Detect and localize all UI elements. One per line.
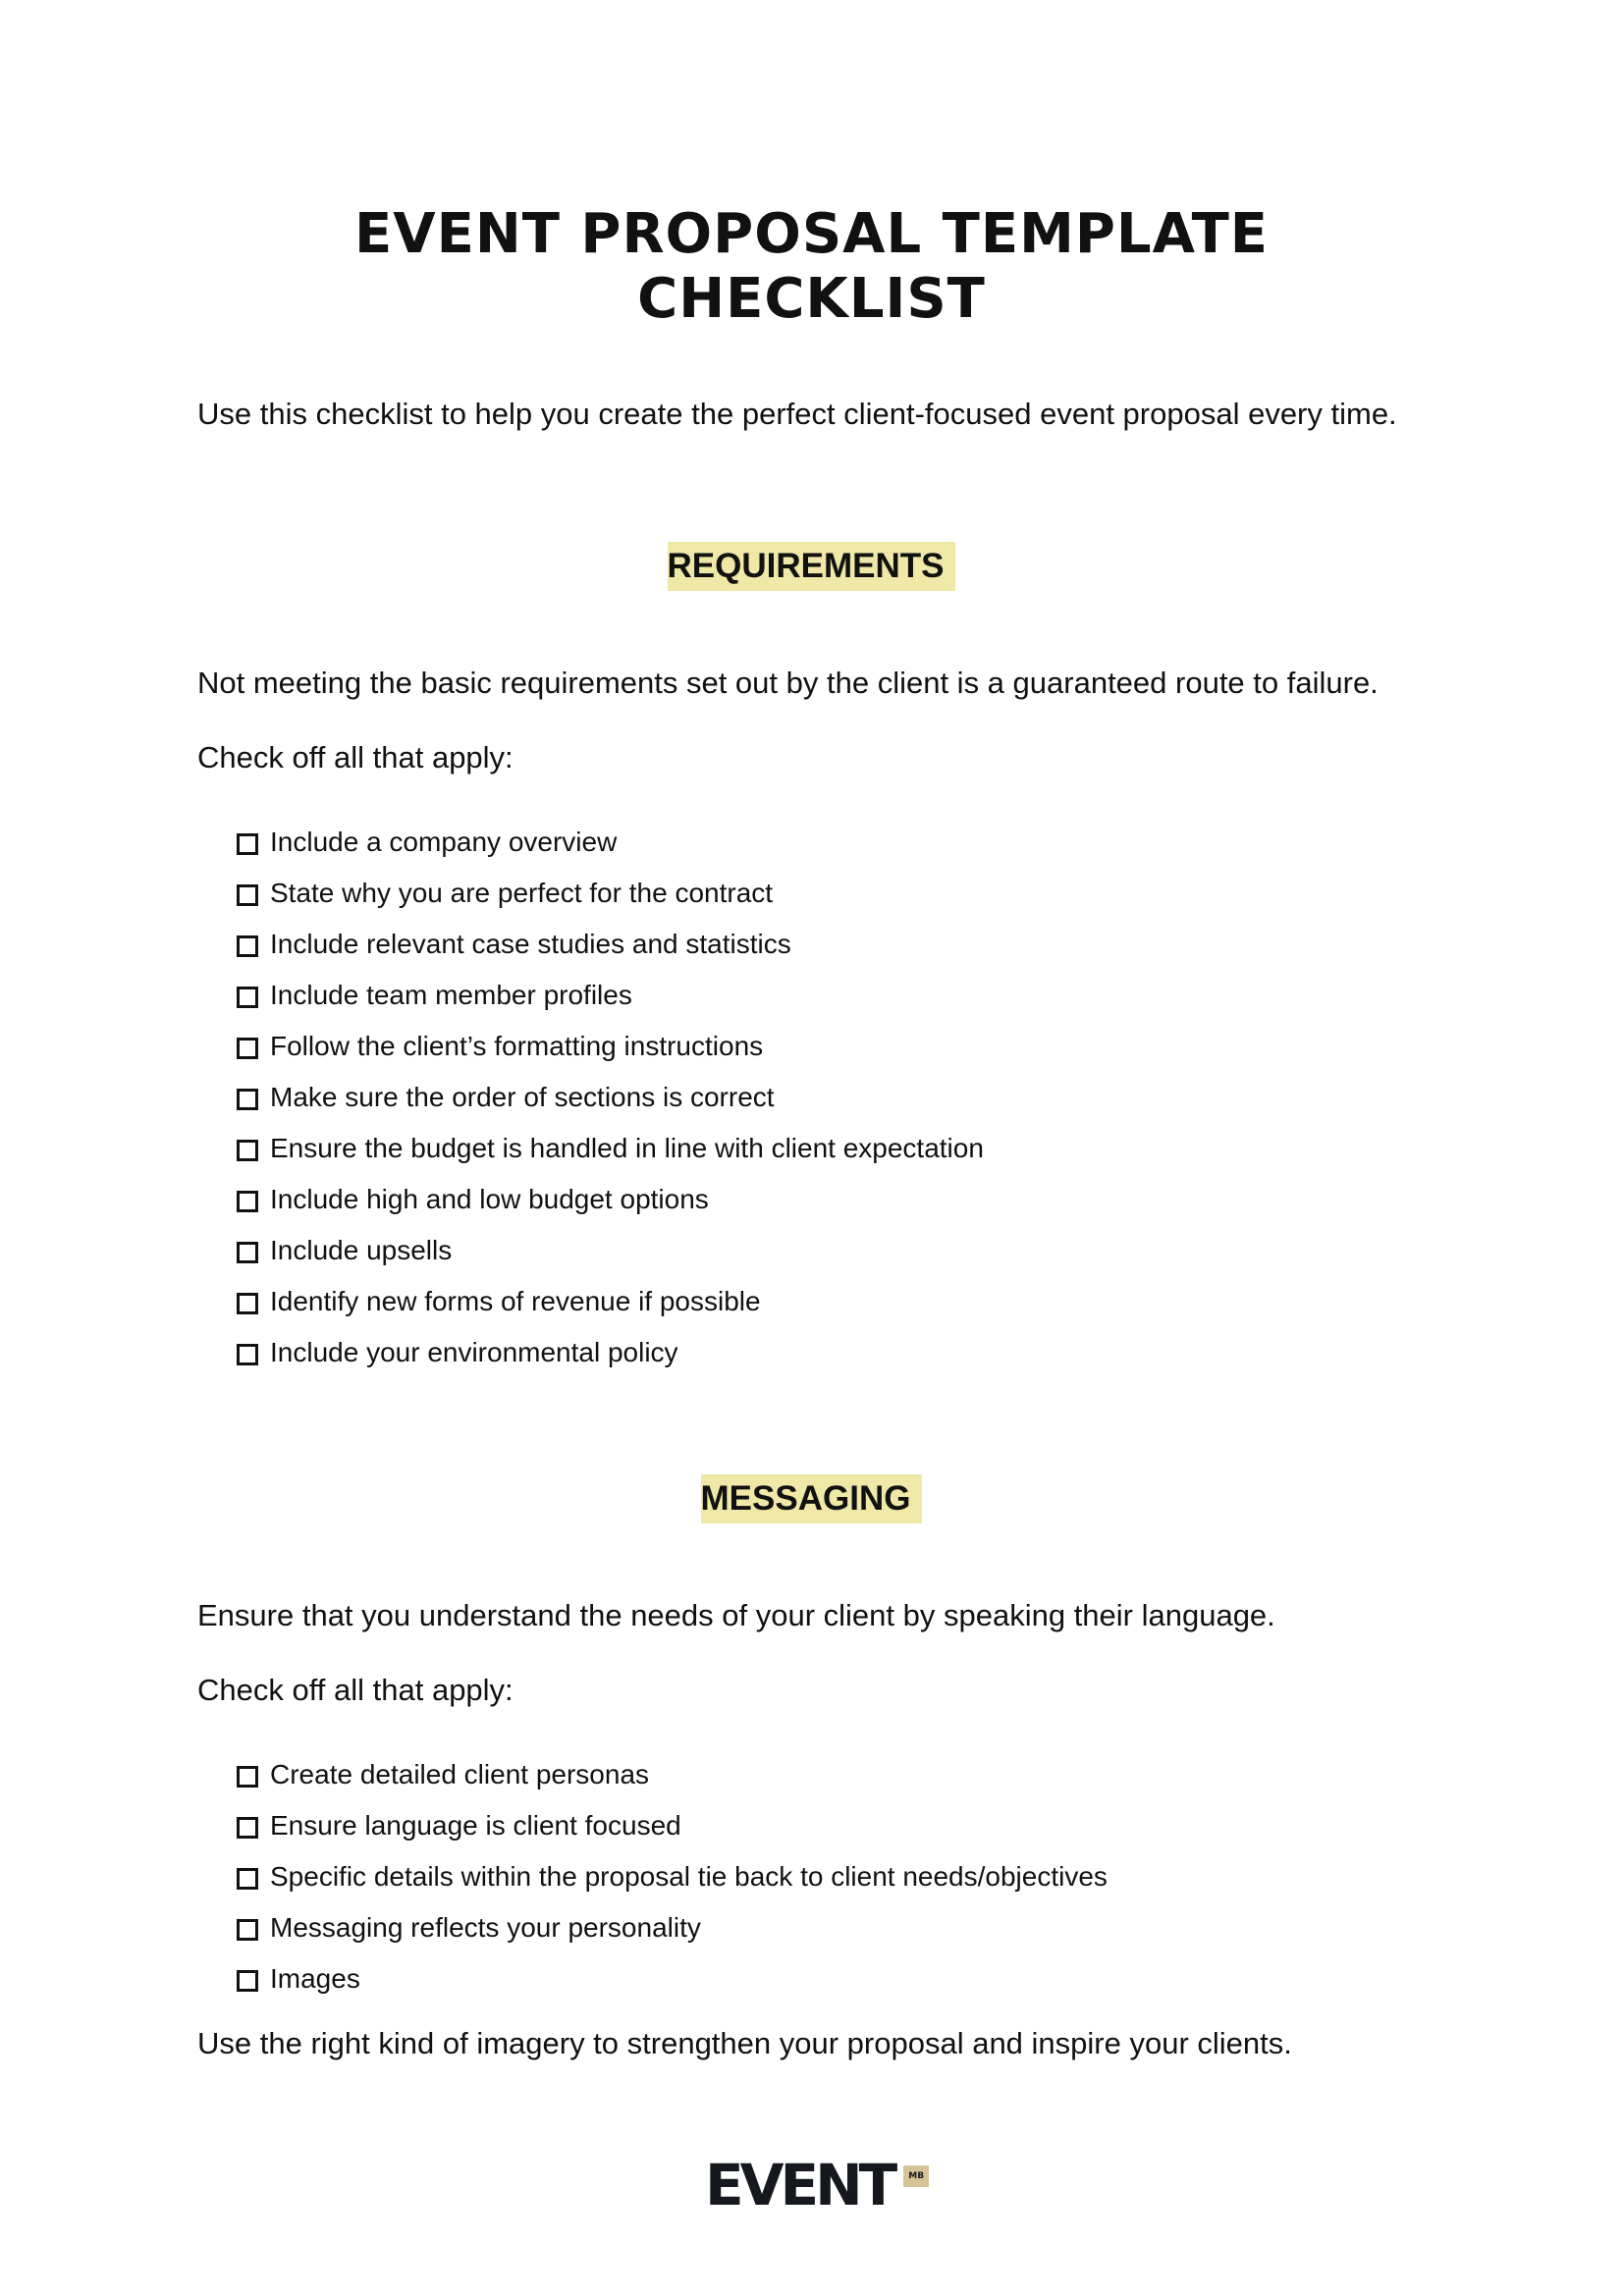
messaging-checklist bbox=[237, 1749, 1108, 2004]
checkbox[interactable] bbox=[237, 1140, 258, 1161]
requirements-heading-label: REQUIREMENTS bbox=[668, 542, 956, 591]
messaging-heading-label: MESSAGING bbox=[701, 1474, 923, 1523]
messaging-instruction: Check off all that apply: bbox=[197, 1673, 514, 1707]
checklist-item-label: Specific details within the proposal tie back to client needs/objectives bbox=[270, 1861, 1108, 1892]
messaging-footer-note: Use the right kind of imagery to strengthen your proposal and inspire your clients. bbox=[197, 2026, 1292, 2060]
checklist-item[interactable] bbox=[237, 1072, 984, 1123]
checklist-item-label: Include upsells bbox=[270, 1235, 453, 1265]
checkbox[interactable] bbox=[237, 1970, 258, 1992]
checkbox[interactable] bbox=[237, 1817, 258, 1839]
page-title bbox=[0, 202, 1623, 332]
logo-wordmark: EVENT bbox=[705, 2152, 894, 2218]
requirements-description: Not meeting the basic requirements set out by the client is a guaranteed route to failure. bbox=[197, 666, 1379, 700]
checkbox[interactable] bbox=[237, 1868, 258, 1890]
checklist-item-label: Messaging reflects your personality bbox=[270, 1912, 701, 1943]
checkbox[interactable] bbox=[237, 1038, 258, 1059]
checklist-item-label: Create detailed client personas bbox=[270, 1759, 650, 1789]
checklist-item[interactable] bbox=[237, 1021, 984, 1072]
checkbox[interactable] bbox=[237, 1344, 258, 1365]
eventmb-logo bbox=[705, 2152, 929, 2218]
checkbox[interactable] bbox=[237, 1293, 258, 1314]
requirements-heading bbox=[0, 542, 1623, 591]
checklist-item[interactable] bbox=[237, 1902, 1108, 1953]
checklist-item[interactable] bbox=[237, 970, 984, 1021]
checklist-item-label: Include your environmental policy bbox=[270, 1337, 678, 1367]
checklist-item[interactable] bbox=[237, 1800, 1108, 1851]
checkbox[interactable] bbox=[237, 1089, 258, 1110]
checkbox[interactable] bbox=[237, 1919, 258, 1941]
checklist-item-label: Ensure language is client focused bbox=[270, 1810, 681, 1841]
checklist-item[interactable] bbox=[237, 1953, 1108, 2004]
checklist-item[interactable] bbox=[237, 1276, 984, 1327]
requirements-instruction: Check off all that apply: bbox=[197, 740, 514, 774]
checklist-item[interactable] bbox=[237, 1174, 984, 1225]
messaging-heading bbox=[0, 1474, 1623, 1523]
checkbox[interactable] bbox=[237, 1191, 258, 1212]
checklist-item[interactable] bbox=[237, 817, 984, 868]
requirements-checklist bbox=[237, 817, 984, 1378]
checkbox[interactable] bbox=[237, 1242, 258, 1263]
checkbox[interactable] bbox=[237, 935, 258, 957]
checklist-item[interactable] bbox=[237, 1327, 984, 1378]
title-line-2: CHECKLIST bbox=[637, 267, 986, 331]
checklist-item-label: Include relevant case studies and statistics bbox=[270, 929, 791, 959]
checklist-item-label: Images bbox=[270, 1963, 360, 1994]
checklist-item-label: Follow the client’s formatting instructions bbox=[270, 1031, 764, 1061]
messaging-description: Ensure that you understand the needs of your client by speaking their language. bbox=[197, 1598, 1275, 1632]
checkbox[interactable] bbox=[237, 833, 258, 855]
checklist-item[interactable] bbox=[237, 1851, 1108, 1902]
checklist-item[interactable] bbox=[237, 1123, 984, 1174]
checklist-item-label: Include high and low budget options bbox=[270, 1184, 709, 1214]
checklist-item-label: Ensure the budget is handled in line with client expectation bbox=[270, 1133, 984, 1163]
checklist-item-label: State why you are perfect for the contract bbox=[270, 878, 774, 908]
logo-badge: MB bbox=[903, 2165, 929, 2187]
intro-text: Use this checklist to help you create the perfect client-focused event proposal every time. bbox=[197, 397, 1397, 431]
title-line-1: EVENT PROPOSAL TEMPLATE bbox=[353, 202, 1270, 266]
checklist-item-label: Make sure the order of sections is correct bbox=[270, 1082, 775, 1112]
checkbox[interactable] bbox=[237, 884, 258, 906]
checklist-item-label: Identify new forms of revenue if possible bbox=[270, 1286, 761, 1316]
checklist-item[interactable] bbox=[237, 1749, 1108, 1800]
checkbox[interactable] bbox=[237, 1766, 258, 1788]
checklist-item[interactable] bbox=[237, 868, 984, 919]
checklist-item-label: Include team member profiles bbox=[270, 980, 632, 1010]
checklist-item[interactable] bbox=[237, 919, 984, 970]
checkbox[interactable] bbox=[237, 987, 258, 1008]
checklist-item-label: Include a company overview bbox=[270, 827, 618, 857]
checklist-item[interactable] bbox=[237, 1225, 984, 1276]
